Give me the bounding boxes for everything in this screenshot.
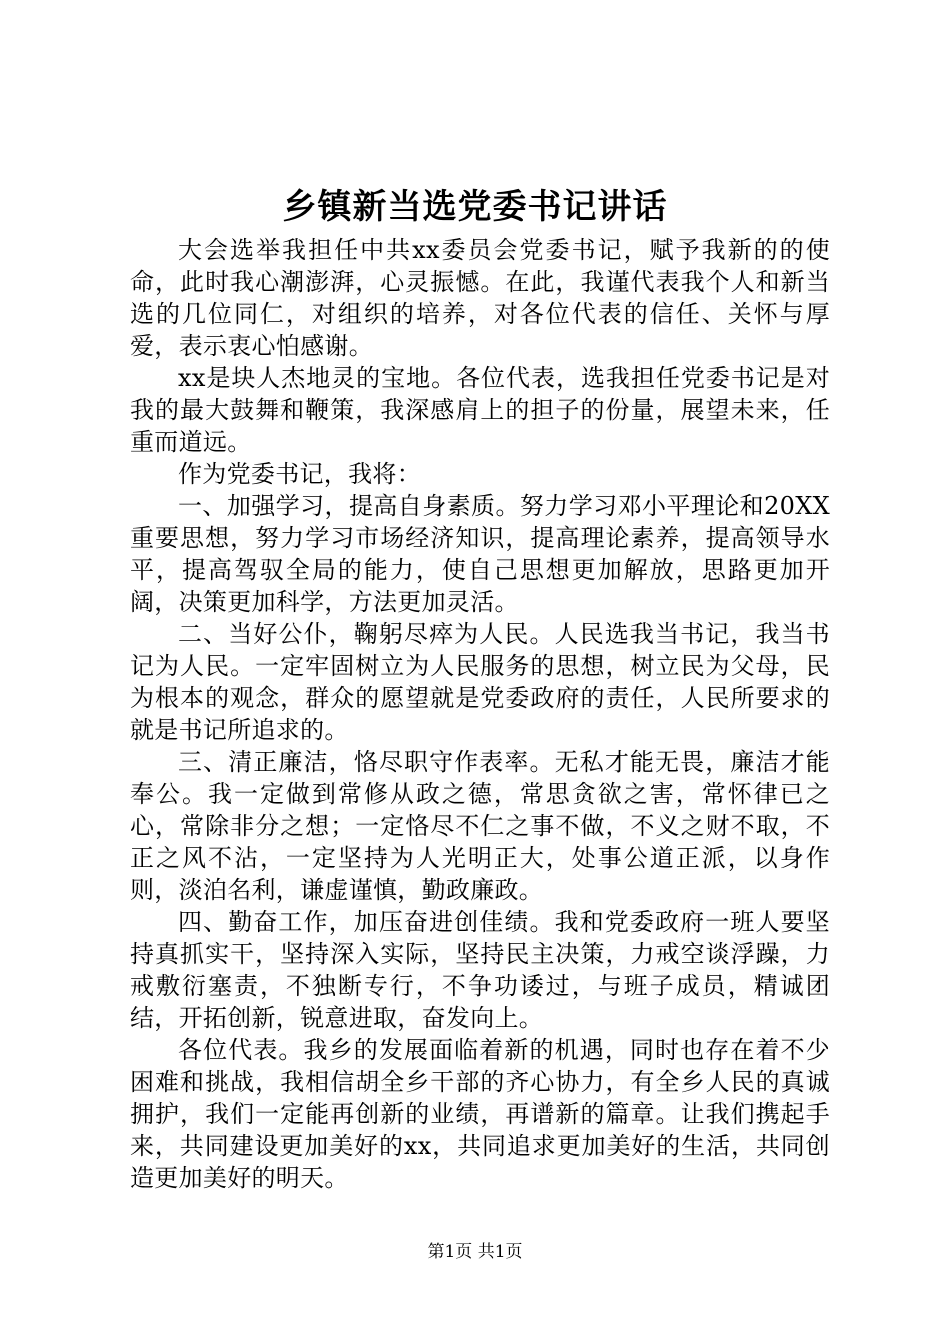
paragraph-5: 二、当好公仆，鞠躬尽瘁为人民。人民选我当书记，我当书记为人民。一定牢固树立为人民服务的思想，树立民为父母，民为根本的观念，群众的愿望就是党委政府的责任，人民所要求的就是书记所追求的。 bbox=[130, 620, 830, 744]
document-body bbox=[130, 234, 830, 1194]
paragraph-1: 大会选举我担任中共xx委员会党委书记，赋予我新的的使命，此时我心潮澎湃，心灵振憾。在此，我谨代表我个人和新当选的几位同仁，对组织的培养，对各位代表的信任、关怀与厚爱，表示衷心怕感谢。 bbox=[130, 236, 830, 360]
paragraph-2: xx是块人杰地灵的宝地。各位代表，选我担任党委书记是对我的最大鼓舞和鞭策，我深感肩上的担子的份量，展望未来，任重而道远。 bbox=[130, 364, 830, 456]
paragraph-8: 各位代表。我乡的发展面临着新的机遇，同时也存在着不少困难和挑战，我相信胡全乡干部的齐心协力，有全乡人民的真诚拥护，我们一定能再创新的业绩，再谱新的篇章。让我们携起手来，共同建设更加美好的xx，共同追求更加美好的生活，共同创造更加美好的明天。 bbox=[130, 1036, 830, 1192]
paragraph-3: 作为党委书记，我将： bbox=[178, 460, 421, 488]
paragraph-6: 三、清正廉洁，恪尽职守作表率。无私才能无畏，廉洁才能奉公。我一定做到常修从政之德，常思贪欲之害，常怀律已之心，常除非分之想；一定恪尽不仁之事不做，不义之财不取，不正之风不沾，一定坚持为人光明正大，处事公道正派，以身作则，淡泊名利，谦虚谨慎，勤政廉政。 bbox=[130, 748, 830, 904]
paragraph-7: 四、勤奋工作，加压奋进创佳绩。我和党委政府一班人要坚持真抓实干，坚持深入实际，坚持民主决策，力戒空谈浮躁，力戒敷衍塞责，不独断专行，不争功诿过，与班子成员，精诚团结，开拓创新，锐意进取，奋发向上。 bbox=[130, 908, 830, 1032]
document-title: 乡镇新当选党委书记讲话 bbox=[282, 187, 668, 227]
paragraph-4: 一、加强学习，提高自身素质。努力学习邓小平理论和20XX重要思想，努力学习市场经济知识，提高理论素养，提高领导水平，提高驾驭全局的能力，使自己思想更加解放，思路更加开阔，决策更加科学，方法更加灵活。 bbox=[130, 492, 830, 616]
page-footer: 第1页 共1页 bbox=[427, 1242, 523, 1262]
